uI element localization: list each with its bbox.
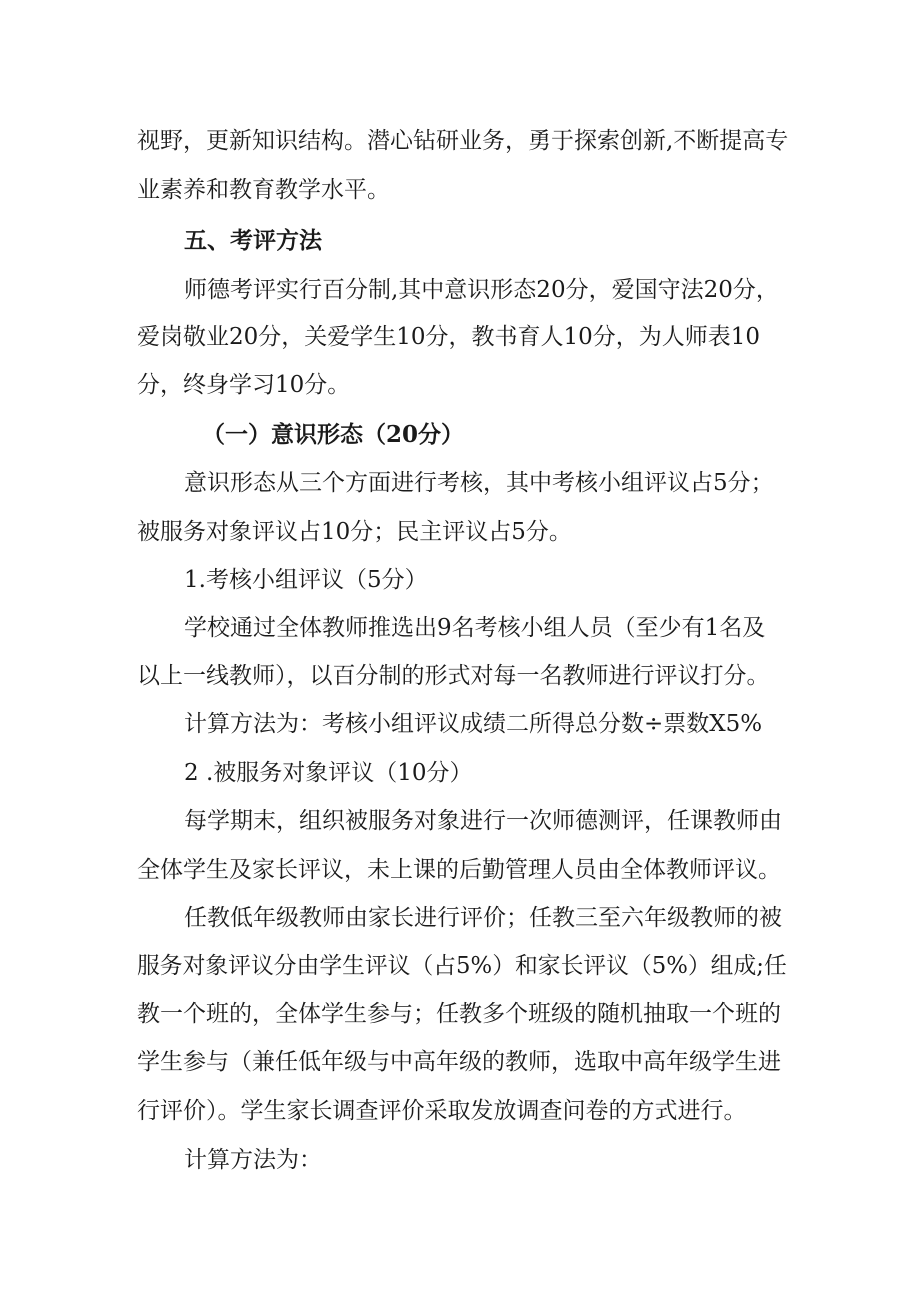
paragraph-line: 学校通过全体教师推选出9名考核小组人员（至少有1名及 <box>184 615 766 641</box>
paragraph-line: 服务对象评议分由学生评议（占5%）和家长评议（5%）组成;任 <box>137 953 787 979</box>
subsection-heading: （一）意识形态（20分） <box>202 421 465 448</box>
paragraph-line: 全体学生及家长评议，未上课的后勤管理人员由全体教师评议。 <box>137 857 781 883</box>
item-heading: 2 .被服务对象评议（10分） <box>184 760 473 786</box>
paragraph-line: 行评价）。学生家长调查评价采取发放调查问卷的方式进行。 <box>137 1098 747 1124</box>
paragraph-line: 分，终身学习10分。 <box>137 372 351 398</box>
paragraph-line: 爱岗敬业20分，关爱学生10分，教书育人10分，为人师表10 <box>137 324 761 350</box>
paragraph-line: 意识形态从三个方面进行考核，其中考核小组评议占5分； <box>184 470 774 496</box>
paragraph-line: 以上一线教师），以百分制的形式对每一名教师进行评议打分。 <box>137 663 770 689</box>
formula-line: 计算方法为：考核小组评议成绩二所得总分数÷票数X5% <box>184 711 763 737</box>
section-heading: 五、考评方法 <box>184 227 322 254</box>
paragraph-line: 被服务对象评议占10分；民主评议占5分。 <box>137 519 572 545</box>
paragraph-line: 视野，更新知识结构。潜心钻研业务，勇于探索创新,不断提高专 <box>137 128 789 154</box>
paragraph-line: 任教低年级教师由家长进行评价；任教三至六年级教师的被 <box>184 905 782 931</box>
paragraph-line: 计算方法为： <box>184 1147 322 1173</box>
paragraph-line: 教一个班的，全体学生参与；任教多个班级的随机抽取一个班的 <box>137 1001 781 1027</box>
paragraph-line: 每学期末，组织被服务对象进行一次师德测评，任课教师由 <box>184 808 782 834</box>
paragraph-line: 业素养和教育教学水平。 <box>137 177 390 203</box>
paragraph-line: 学生参与（兼任低年级与中高年级的教师，选取中高年级学生进 <box>137 1049 781 1075</box>
paragraph-line: 师德考评实行百分制,其中意识形态20分，爱国守法20分， <box>184 277 779 303</box>
item-heading: 1.考核小组评议（5分） <box>184 567 428 593</box>
